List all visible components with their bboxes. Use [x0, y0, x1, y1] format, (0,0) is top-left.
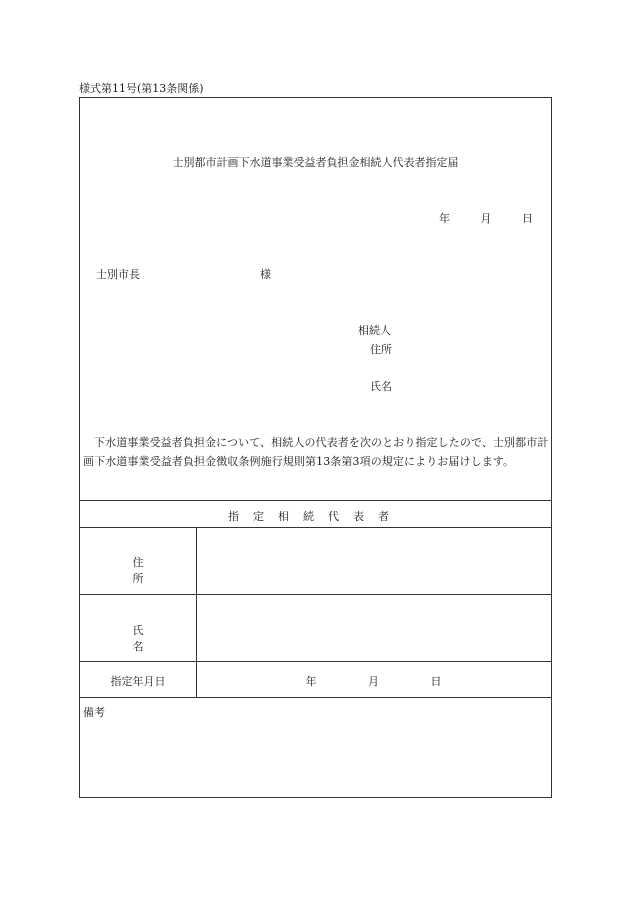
document-title: 士別都市計画下水道事業受益者負担金相続人代表者指定届 [172, 156, 459, 169]
heir-label: 相続人 [358, 324, 391, 337]
heir-address-label: 住所 [370, 343, 392, 356]
row-date-label: 指定年月日 [110, 675, 166, 688]
addressee-honorific: 様 [260, 268, 271, 281]
remarks-label: 備考 [83, 706, 105, 719]
submission-date [412, 210, 533, 226]
designation-month-label: 月 [368, 675, 379, 688]
date-month-label: 月 [480, 212, 492, 225]
table-top-line [80, 500, 551, 501]
address-field[interactable] [197, 528, 551, 594]
designation-year-label: 年 [305, 675, 317, 688]
row-name-label: 氏名 [132, 624, 176, 653]
addressee: 士別市長 [96, 268, 140, 281]
designated-heir-header: 指定相続代表者 [228, 510, 403, 523]
date-day-label: 日 [522, 212, 533, 225]
heir-name-label: 氏名 [370, 380, 392, 393]
table-row-line-2 [80, 661, 551, 662]
remarks-field[interactable] [80, 718, 551, 796]
form-number: 様式第11号(第13条関係) [79, 82, 204, 95]
body-text: 下水道事業受益者負担金について、相続人の代表者を次のとおり指定したので、士別都市計画下水道事業受益者負担金徴収条例施行規則第13条第3項の規定によりお届けします。 [83, 436, 549, 468]
designation-date-field[interactable] [196, 673, 551, 689]
name-field[interactable] [197, 595, 551, 661]
form-frame [79, 97, 552, 798]
table-bottom-line [80, 697, 551, 698]
date-year-label: 年 [439, 212, 450, 225]
designation-day-label: 日 [430, 675, 442, 688]
row-address-label: 住所 [132, 556, 176, 585]
